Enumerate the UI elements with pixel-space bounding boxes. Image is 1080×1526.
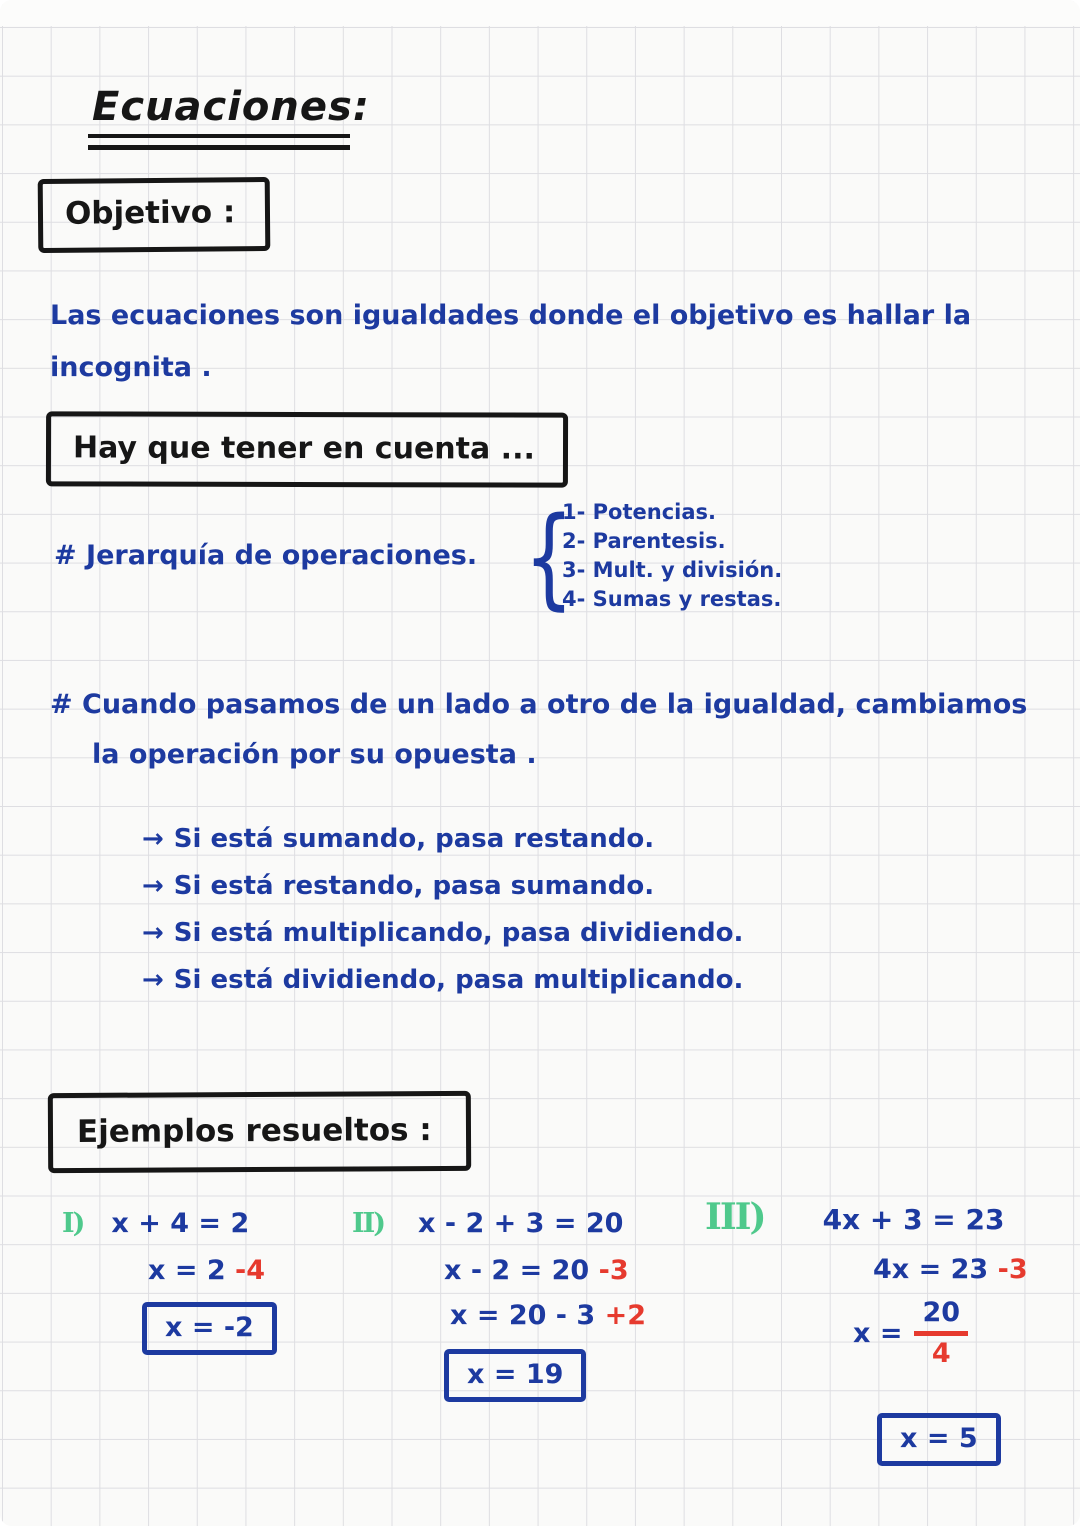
- intro-paragraph: [50, 290, 971, 394]
- example-3-step-1: [705, 1254, 1045, 1285]
- example-3-head: [705, 1196, 1045, 1238]
- bullet-item-3: [142, 910, 743, 957]
- bullet-item-1: [142, 816, 743, 863]
- example-3-result: x = 5: [900, 1423, 978, 1454]
- step-red-part: -3: [598, 1255, 629, 1286]
- title-double-underline: [88, 134, 350, 150]
- arrow-right-icon: →: [142, 871, 164, 901]
- example-3-result-box: [877, 1413, 1001, 1466]
- rule-line-1: # Cuando pasamos de un lado a otro de la igualdad, cambiamos: [50, 689, 1028, 720]
- example-3: [705, 1196, 1045, 1466]
- examples-box: [48, 1091, 471, 1173]
- example-2-step-2: [352, 1300, 682, 1331]
- intro-line-2: incognita .: [50, 352, 212, 383]
- example-3-equation: 4x + 3 = 23: [822, 1203, 1005, 1236]
- example-1-step-1: [62, 1255, 342, 1286]
- example-1-head: [62, 1208, 342, 1239]
- examples-label: Ejemplos resueltos :: [76, 1112, 432, 1150]
- consider-box: [46, 411, 568, 487]
- hierarchy-heading: # Jerarquía de operaciones.: [54, 540, 478, 571]
- fraction-lhs: x =: [853, 1317, 903, 1349]
- fraction-numerator: 20: [914, 1297, 968, 1336]
- bullet-text-2: Si está restando, pasa sumando.: [173, 871, 655, 901]
- example-1-equation: x + 4 = 2: [111, 1208, 250, 1239]
- hierarchy-item-3: 3- Mult. y división.: [562, 558, 783, 582]
- brace-icon: {: [524, 494, 574, 622]
- hierarchy-item-2: 2- Parentesis.: [562, 529, 726, 553]
- example-2-head: [352, 1208, 682, 1239]
- page-title-block: [92, 84, 370, 150]
- bullet-item-4: [142, 957, 743, 1004]
- fraction-denominator: 4: [931, 1338, 951, 1369]
- step-red-part: +2: [604, 1300, 647, 1331]
- example-2: [352, 1208, 682, 1402]
- bullet-text-3: Si está multiplicando, pasa dividiendo.: [173, 918, 744, 948]
- step-red-part: -3: [997, 1254, 1028, 1285]
- example-2-result-box: [444, 1349, 586, 1402]
- rule-bullet-list: [142, 816, 743, 1004]
- consider-label: Hay que tener en cuenta ...: [72, 430, 535, 467]
- example-1-result: x = -2: [165, 1312, 254, 1343]
- rule-paragraph: [50, 680, 1027, 780]
- step-blue-part: x = 20 - 3: [450, 1300, 596, 1331]
- step-blue-part: x - 2 = 20: [444, 1255, 590, 1286]
- objetivo-label: Objetivo :: [64, 194, 236, 232]
- step-blue-part: 4x = 23: [873, 1254, 989, 1285]
- rule-line-2: la operación por su opuesta .: [92, 739, 537, 770]
- arrow-right-icon: →: [142, 918, 164, 948]
- example-2-equation: x - 2 + 3 = 20: [418, 1208, 624, 1239]
- hierarchy-item-4: 4- Sumas y restas.: [562, 587, 782, 611]
- example-2-step-1: [352, 1255, 682, 1286]
- example-1: [62, 1208, 342, 1355]
- bullet-text-1: Si está sumando, pasa restando.: [173, 824, 655, 854]
- arrow-right-icon: →: [142, 824, 164, 854]
- step-blue-part: x = 2: [148, 1255, 226, 1286]
- example-3-numeral: III): [705, 1196, 765, 1238]
- page-top-margin: [0, 0, 1080, 26]
- bullet-text-4: Si está dividiendo, pasa multiplicando.: [173, 965, 744, 995]
- example-2-numeral: II): [352, 1208, 385, 1239]
- hierarchy-item-1: 1- Potencias.: [562, 500, 716, 524]
- intro-line-1: Las ecuaciones son igualdades donde el objetivo es hallar la: [50, 300, 972, 331]
- hierarchy-list: [562, 498, 782, 614]
- step-red-part: -4: [235, 1255, 266, 1286]
- fraction: [914, 1297, 968, 1369]
- objetivo-box: [38, 177, 271, 253]
- bullet-item-2: [142, 863, 743, 910]
- example-1-result-box: [142, 1302, 277, 1355]
- arrow-right-icon: →: [142, 965, 164, 995]
- example-2-result: x = 19: [467, 1359, 564, 1390]
- page-title: Ecuaciones:: [92, 84, 370, 130]
- example-3-fraction-step: [705, 1297, 1045, 1369]
- example-1-numeral: I): [62, 1208, 84, 1239]
